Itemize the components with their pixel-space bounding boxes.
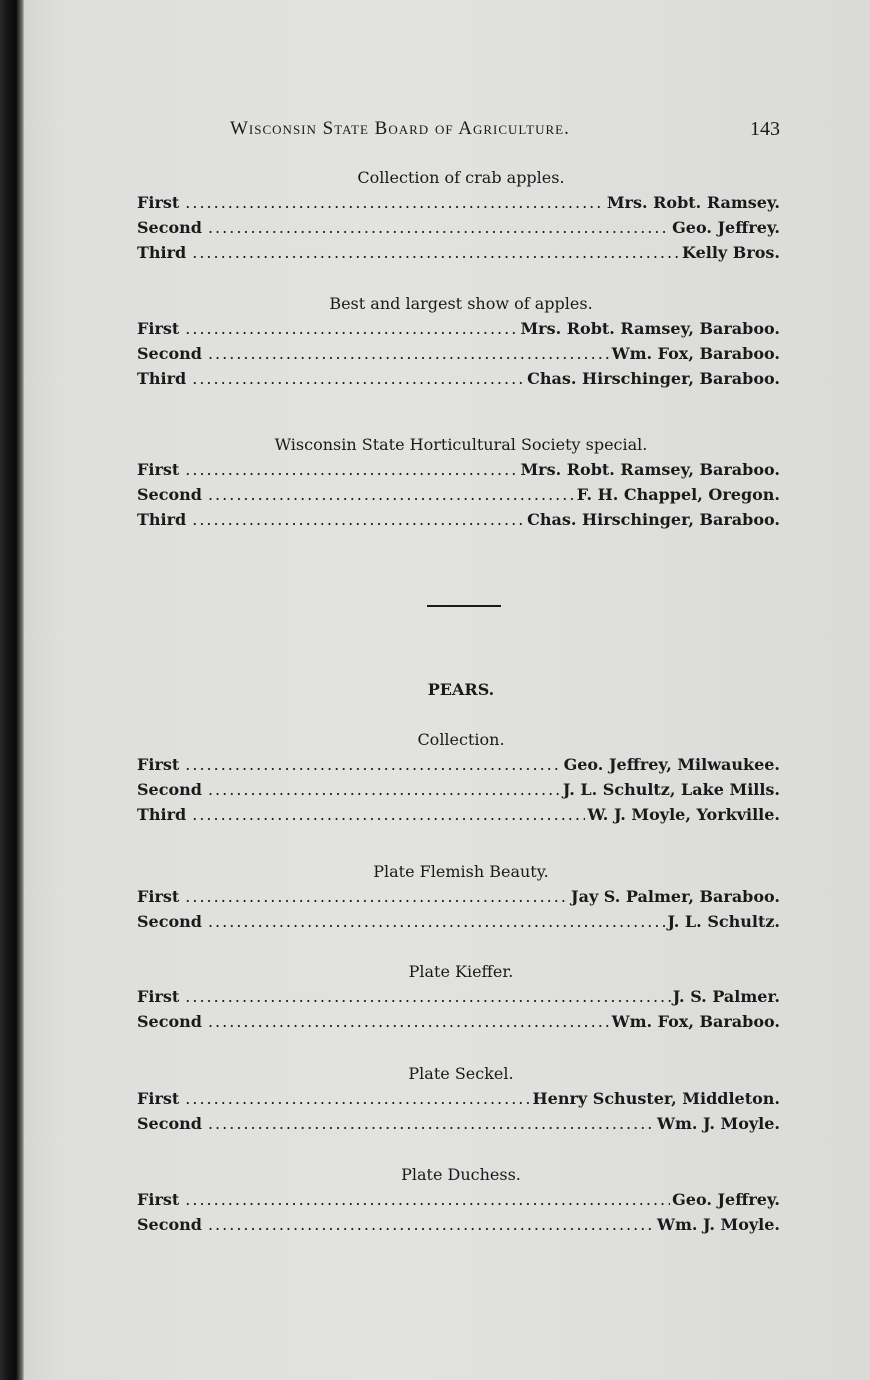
dot-leader <box>192 366 525 391</box>
entry-winner: Mrs. Robt. Ramsey, Baraboo. <box>520 460 780 479</box>
entry-winner: Henry Schuster, Middleton. <box>532 1089 780 1108</box>
entry-winner: J. S. Palmer. <box>672 987 780 1006</box>
entry-winner: Chas. Hirschinger, Baraboo. <box>527 369 780 388</box>
entry-row <box>137 1009 780 1034</box>
entry-place: First <box>137 1089 180 1108</box>
dot-leader <box>185 752 561 777</box>
entry-winner: Geo. Jeffrey. <box>672 218 780 237</box>
entry-row <box>137 240 780 265</box>
entry-place: Second <box>137 1012 202 1031</box>
dot-leader <box>192 240 680 265</box>
entry-place: Second <box>137 344 202 363</box>
dot-leader <box>192 507 525 532</box>
entry-winner: Wm. J. Moyle. <box>656 1114 780 1133</box>
section-heading: Plate Kieffer. <box>408 962 514 981</box>
entry-row <box>137 366 780 391</box>
entry-winner: Geo. Jeffrey. <box>672 1190 780 1209</box>
pears-title: PEARS. <box>427 680 495 699</box>
section-heading: Collection. <box>417 730 505 749</box>
entry-place: First <box>137 460 180 479</box>
entry-winner: Geo. Jeffrey, Milwaukee. <box>563 755 780 774</box>
entry-place: First <box>137 1190 180 1209</box>
entry-row <box>137 909 780 934</box>
entry-row <box>137 215 780 240</box>
dot-leader <box>208 777 561 802</box>
entry-place: Second <box>137 780 202 799</box>
entry-row <box>137 190 780 215</box>
dot-leader <box>185 190 605 215</box>
entry-row <box>137 802 780 827</box>
entry-winner: Wm. Fox, Baraboo. <box>611 344 780 363</box>
section-heading: Plate Duchess. <box>401 1165 521 1184</box>
entry-winner: F. H. Chappel, Oregon. <box>576 485 780 504</box>
entry-winner: W. J. Moyle, Yorkville. <box>587 805 780 824</box>
section-heading: Plate Seckel. <box>408 1064 514 1083</box>
entry-place: Second <box>137 912 202 931</box>
section-plate-duchess <box>137 1162 780 1237</box>
section-plate-kieffer <box>137 959 780 1034</box>
section-heading: Collection of crab apples. <box>357 168 565 187</box>
entry-winner: J. L. Schultz, Lake Mills. <box>562 780 780 799</box>
entry-winner: Jay S. Palmer, Baraboo. <box>571 887 780 906</box>
entry-place: Third <box>137 243 187 262</box>
entry-place: Third <box>137 510 187 529</box>
section-best-largest-apples <box>137 291 780 391</box>
section-plate-flemish-beauty <box>137 859 780 934</box>
dot-leader <box>185 457 518 482</box>
dot-leader <box>185 884 569 909</box>
entry-row <box>137 482 780 507</box>
dot-leader <box>208 1009 610 1034</box>
entry-winner: J. L. Schultz. <box>667 912 780 931</box>
entry-place: Third <box>137 805 187 824</box>
section-crab-apples <box>137 165 780 265</box>
book-binding-edge <box>0 0 24 1380</box>
entry-place: First <box>137 755 180 774</box>
entry-row <box>137 507 780 532</box>
dot-leader <box>185 316 518 341</box>
dot-leader <box>208 482 575 507</box>
dot-leader <box>185 1086 530 1111</box>
entry-winner: Mrs. Robt. Ramsey. <box>606 193 780 212</box>
dot-leader <box>208 341 610 366</box>
dot-leader <box>192 802 585 827</box>
section-horticultural-special <box>137 432 780 532</box>
entry-row <box>137 752 780 777</box>
entry-winner: Wm. J. Moyle. <box>656 1215 780 1234</box>
entry-place: First <box>137 193 180 212</box>
entry-row <box>137 984 780 1009</box>
entry-row <box>137 1111 780 1136</box>
section-heading: Best and largest show of apples. <box>329 294 593 313</box>
dot-leader <box>185 1187 670 1212</box>
section-divider-rule <box>427 605 501 607</box>
dot-leader <box>185 984 670 1009</box>
entry-row <box>137 341 780 366</box>
entry-place: First <box>137 987 180 1006</box>
dot-leader <box>208 1212 655 1237</box>
entry-winner: Mrs. Robt. Ramsey, Baraboo. <box>520 319 780 338</box>
entry-place: First <box>137 319 180 338</box>
entry-row <box>137 1212 780 1237</box>
running-header <box>230 118 780 148</box>
entry-winner: Chas. Hirschinger, Baraboo. <box>527 510 780 529</box>
entry-place: Second <box>137 1215 202 1234</box>
dot-leader <box>208 1111 655 1136</box>
entry-row <box>137 457 780 482</box>
section-pears-collection <box>137 727 780 827</box>
entry-place: Second <box>137 485 202 504</box>
pears-title-block <box>137 677 780 702</box>
dot-leader <box>208 215 670 240</box>
section-heading: Wisconsin State Horticultural Society special. <box>274 435 648 454</box>
entry-row <box>137 777 780 802</box>
running-header-title: Wisconsin State Board of Agriculture. <box>230 118 570 139</box>
section-plate-seckel <box>137 1061 780 1136</box>
entry-winner: Wm. Fox, Baraboo. <box>611 1012 780 1031</box>
entry-row <box>137 884 780 909</box>
dot-leader <box>208 909 665 934</box>
entry-place: Second <box>137 1114 202 1133</box>
page-number: 143 <box>750 118 780 140</box>
entry-place: First <box>137 887 180 906</box>
entry-row <box>137 1086 780 1111</box>
entry-winner: Kelly Bros. <box>682 243 780 262</box>
section-heading: Plate Flemish Beauty. <box>373 862 549 881</box>
entry-place: Second <box>137 218 202 237</box>
entry-row <box>137 1187 780 1212</box>
entry-row <box>137 316 780 341</box>
entry-place: Third <box>137 369 187 388</box>
